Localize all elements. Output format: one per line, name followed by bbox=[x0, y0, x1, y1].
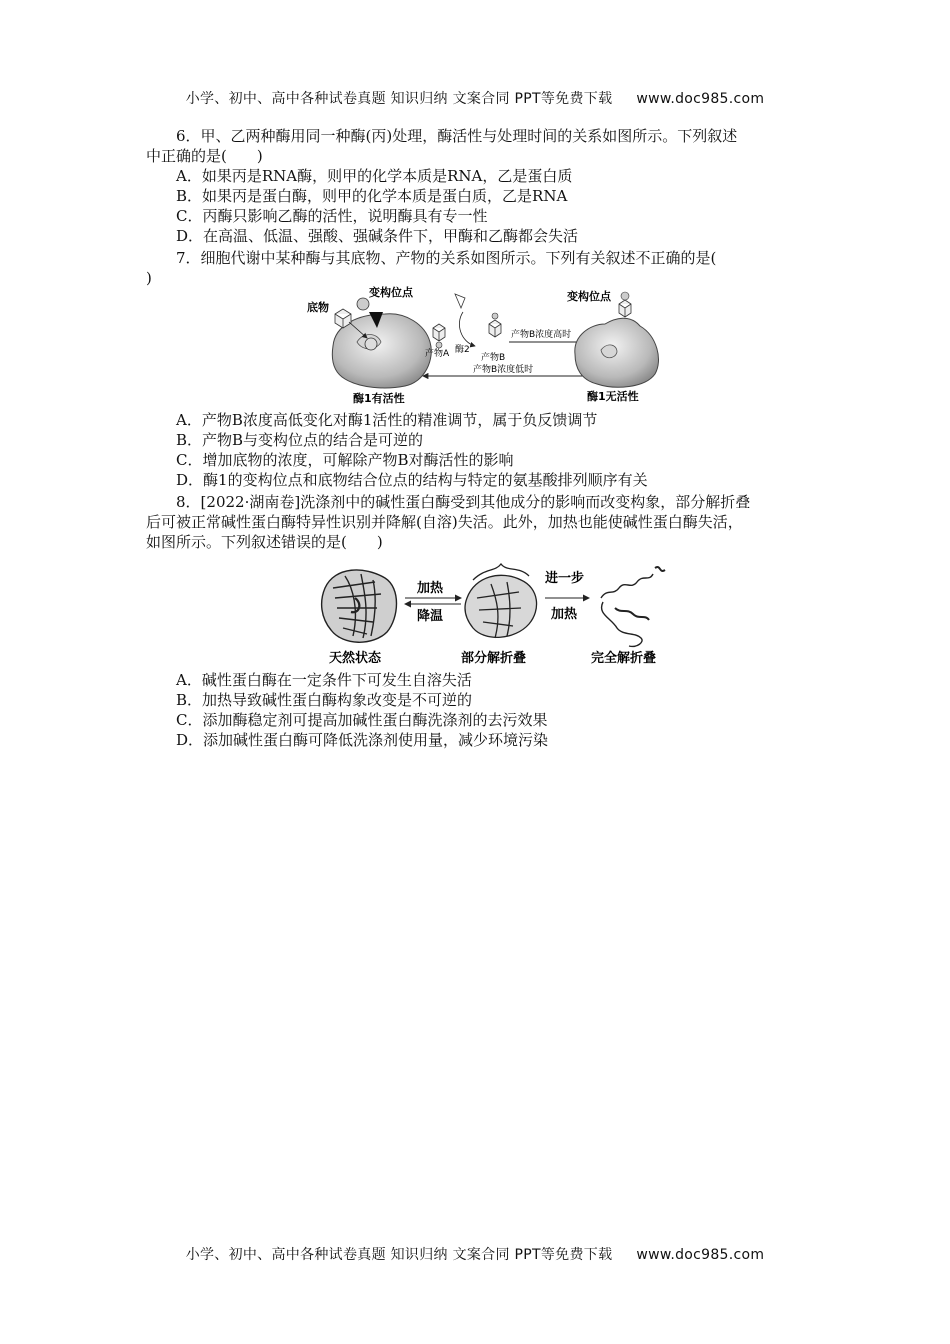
page-header bbox=[0, 88, 950, 108]
enzyme2-arrow bbox=[459, 312, 475, 346]
q8-option-d: D．添加碱性蛋白酶可降低洗涤剂使用量，减少环境污染 bbox=[176, 731, 549, 749]
q6-option-b: B．如果丙是蛋白酶，则甲的化学本质是蛋白质，乙是RNA bbox=[176, 187, 568, 205]
label-enzyme1-inactive: 酶1无活性 bbox=[587, 390, 639, 403]
q8-stem-line3: 如图所示。下列叙述错误的是( ) bbox=[146, 533, 383, 551]
q8-stem-line2: 后可被正常碱性蛋白酶特异性识别并降解(自溶)失活。此外，加热也能使碱性蛋白酶失活， bbox=[146, 513, 743, 531]
q8-stem-line1: 8．[2022·湖南卷]洗涤剂中的碱性蛋白酶受到其他成分的影响而改变构象，部分解折叠 bbox=[176, 493, 751, 511]
label-heat: 加热 bbox=[417, 581, 444, 596]
label-enzyme1-active: 酶1有活性 bbox=[353, 392, 405, 404]
q6-stem-line2: 中正确的是( ) bbox=[146, 147, 263, 165]
header-text: 小学、初中、高中各种试卷真题 知识归纳 文案合同 PPT等免费下载 bbox=[185, 91, 613, 107]
full-unfolded-protein bbox=[601, 567, 665, 646]
q8-option-b: B．加热导致碱性蛋白酶构象改变是不可逆的 bbox=[176, 691, 473, 709]
q7-option-b: B．产物B与变构位点的结合是可逆的 bbox=[176, 431, 424, 449]
label-cool: 降温 bbox=[417, 609, 444, 624]
partial-protein bbox=[465, 564, 537, 638]
page-footer bbox=[0, 1244, 950, 1264]
q6-stem-line1: 6．甲、乙两种酶用同一种酶(丙)处理，酶活性与处理时间的关系如图所示。下列叙述 bbox=[176, 127, 738, 145]
label-product-b: 产物B bbox=[481, 353, 506, 363]
footer-text: 小学、初中、高中各种试卷真题 知识归纳 文案合同 PPT等免费下载 bbox=[185, 1247, 613, 1263]
label-partial: 部分解折叠 bbox=[461, 651, 527, 666]
q6-option-c: C．丙酶只影响乙酶的活性，说明酶具有专一性 bbox=[176, 207, 488, 225]
native-protein bbox=[322, 570, 397, 642]
product-a-cube bbox=[433, 324, 445, 341]
label-full: 完全解折叠 bbox=[591, 651, 657, 666]
q7-option-d: D．酶1的变构位点和底物结合位点的结构与特定的氨基酸排列顺序有关 bbox=[176, 471, 648, 489]
q6-option-d: D．在高温、低温、强酸、强碱条件下，甲酶和乙酶都会失活 bbox=[176, 227, 579, 245]
bound-product-b bbox=[619, 300, 631, 317]
protease-unfolding-figure bbox=[315, 558, 675, 670]
q8-option-c: C．添加酶稳定剂可提高加碱性蛋白酶洗涤剂的去污效果 bbox=[176, 711, 548, 729]
header-site: www.doc985.com bbox=[636, 91, 765, 107]
q7-stem-line1: 7．细胞代谢中某种酶与其底物、产物的关系如图所示。下列有关叙述不正确的是( bbox=[176, 249, 717, 267]
label-product-a: 产物A bbox=[425, 349, 450, 359]
label-low: 产物B浓度低时 bbox=[473, 365, 534, 375]
enzyme-allosteric-figure bbox=[305, 284, 680, 404]
label-allosteric-left: 变构位点 bbox=[369, 286, 413, 299]
q8-option-a: A．碱性蛋白酶在一定条件下可发生自溶失活 bbox=[176, 671, 472, 689]
label-high: 产物B浓度高时 bbox=[511, 330, 572, 340]
bound-substrate bbox=[365, 338, 377, 350]
product-b-cube bbox=[489, 320, 501, 337]
enzyme2-shape bbox=[455, 294, 465, 308]
label-allosteric-right: 变构位点 bbox=[567, 290, 611, 303]
footer-site: www.doc985.com bbox=[636, 1247, 765, 1263]
label-substrate: 底物 bbox=[307, 301, 329, 314]
label-further-2: 加热 bbox=[551, 607, 578, 622]
q6-option-a: A．如果丙是RNA酶，则甲的化学本质是RNA，乙是蛋白质 bbox=[176, 167, 573, 185]
q7-option-c: C．增加底物的浓度，可解除产物B对酶活性的影响 bbox=[176, 451, 514, 469]
q7-option-a: A．产物B浓度高低变化对酶1活性的精准调节，属于负反馈调节 bbox=[176, 411, 598, 429]
label-further-1: 进一步 bbox=[545, 571, 585, 586]
label-native: 天然状态 bbox=[329, 651, 382, 666]
label-enzyme2: 酶2 bbox=[455, 345, 470, 355]
allosteric-ball bbox=[357, 298, 369, 310]
q7-stem-line2: ) bbox=[146, 269, 152, 287]
